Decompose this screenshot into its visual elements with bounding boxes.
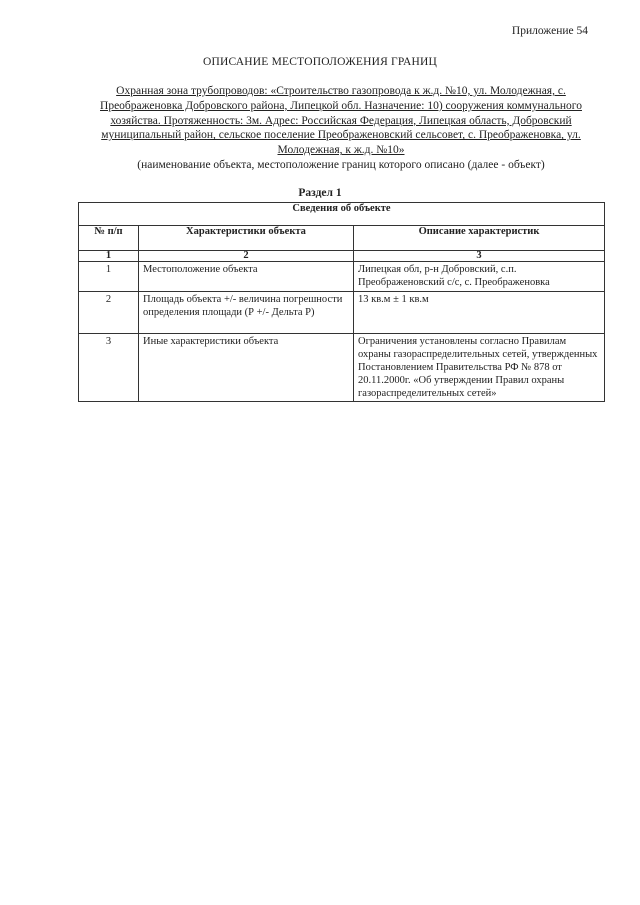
table-header-row <box>79 226 605 251</box>
table-row <box>79 334 605 402</box>
row-number: 3 <box>79 334 139 402</box>
column-number: 2 <box>139 251 354 262</box>
table-row <box>79 262 605 292</box>
row-characteristic: Местоположение объекта <box>139 262 354 292</box>
section-title: Раздел 1 <box>298 187 342 199</box>
table-row <box>79 292 605 334</box>
table-title-row <box>79 203 605 226</box>
row-description: Ограничения установлены согласно Правилам охраны газораспределительных сетей, утвержденных Постановлением Правительства РФ № 878 от 20.11.2000г. «Об утверждении Правил охраны газораспределительных сетей» <box>354 334 605 402</box>
column-number-row <box>79 251 605 262</box>
object-description: Охранная зона трубопроводов: «Строительство газопровода к ж.д. №10, ул. Молодежная, с. Преображеновка Добровского района, Липецкой обл. Назначение: 10) сооружения коммунального хозяйства. Протяженность: 3м. Адрес: Российская Федерация, Липецкая область, Добровский муниципальный район, сельское поселение Преображеновский сельсовет, с. Преображеновка, ул. Молодежная, к ж.д. №10» <box>100 85 582 157</box>
row-characteristic: Площадь объекта +/- величина погрешности определения площади (Р +/- Дельта Р) <box>139 292 354 334</box>
row-number: 1 <box>79 262 139 292</box>
object-info-table <box>78 202 605 402</box>
appendix-label: Приложение 54 <box>511 25 588 37</box>
row-description: Липецкая обл, р-н Добровский, с.п. Преображеновский с/с, с. Преображеновка <box>354 262 605 292</box>
row-number: 2 <box>79 292 139 334</box>
table-title: Сведения об объекте <box>79 203 605 226</box>
document-heading: ОПИСАНИЕ МЕСТОПОЛОЖЕНИЯ ГРАНИЦ <box>202 56 438 68</box>
column-number: 3 <box>354 251 605 262</box>
column-header: Характеристики объекта <box>139 226 354 251</box>
column-header: № п/п <box>79 226 139 251</box>
object-caption: (наименование объекта, местоположение границ которого описано (далее - объект) <box>137 158 545 171</box>
object-description-block <box>78 84 604 173</box>
column-header: Описание характеристик <box>354 226 605 251</box>
row-characteristic: Иные характеристики объекта <box>139 334 354 402</box>
column-number: 1 <box>79 251 139 262</box>
row-description: 13 кв.м ± 1 кв.м <box>354 292 605 334</box>
